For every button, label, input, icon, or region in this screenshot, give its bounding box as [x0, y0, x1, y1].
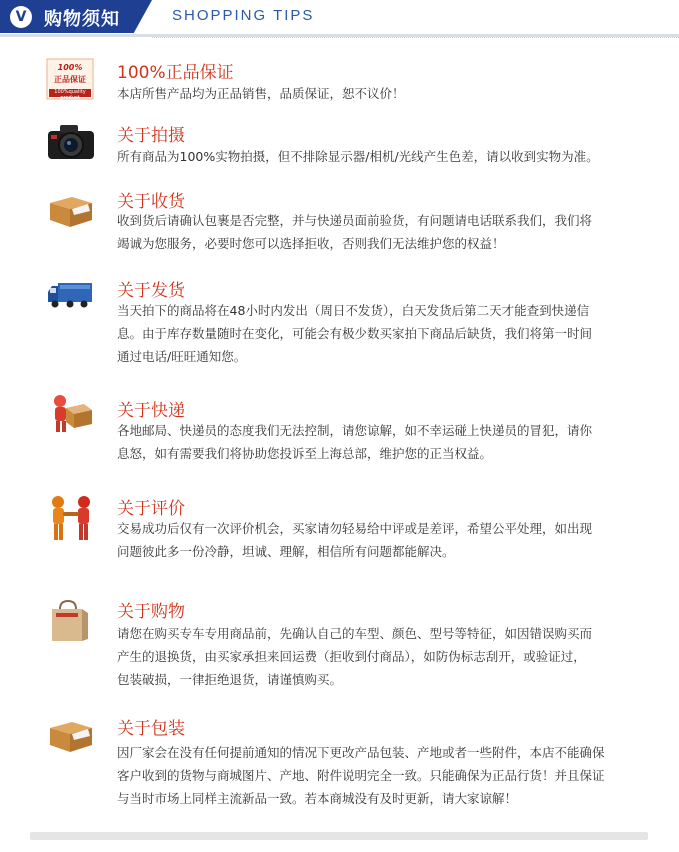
section-line: 与当时市场上同样主流新品一致。若本商城没有及时更新，请大家谅解！ [117, 791, 518, 806]
truck-icon [46, 280, 94, 310]
genuine-badge-text: 正品保证 [54, 75, 86, 84]
v-badge-icon: V [10, 6, 32, 28]
section-line: 通过电话/旺旺通知您。 [117, 349, 247, 364]
section-body [117, 82, 647, 105]
header-subtitle: SHOPPING TIPS [172, 7, 315, 24]
genuine-badge-caption: 100%quality product [54, 89, 86, 101]
section-title: 关于发货 [117, 281, 185, 301]
handshake-icon [46, 494, 96, 542]
section-title: 关于评价 [117, 499, 185, 519]
header-title: 购物须知 [44, 9, 120, 30]
section-body [117, 517, 647, 563]
section-body [117, 741, 647, 810]
section-line: 本店所售产品均为正品销售，品质保证，恕不议价！ [117, 86, 405, 101]
section-line: 各地邮局、快递员的态度我们无法控制，请您谅解，如不幸运碰上快递员的冒犯，请你 [117, 423, 593, 438]
open-box-icon [46, 193, 96, 229]
section-line: 请您在购买专车专用商品前，先确认自己的车型、颜色、型号等特征，如因错误购买而 [117, 626, 593, 641]
section-title: 100%正品保证 [117, 63, 234, 83]
section-body [117, 209, 647, 255]
section-line: 息怒，如有需要我们将协助您投诉至上海总部，维护您的正当权益。 [117, 446, 493, 461]
page-header [0, 0, 679, 40]
genuine-badge-percent: 100% [57, 63, 83, 72]
footer-bar [30, 832, 648, 840]
genuine-badge-icon [46, 58, 94, 100]
section-line: 包装破损，一律拒绝退货，请谨慎购买。 [117, 672, 343, 687]
section-line: 收到货后请确认包裹是否完整，并与快递员面前验货，有问题请电话联系我们，我们将 [117, 213, 593, 228]
section-title: 关于包装 [117, 719, 185, 739]
section-line: 产生的退换货，由买家承担来回运费（拒收到付商品），如防伪标志刮开，或验证过， [117, 649, 586, 664]
section-body [117, 299, 647, 368]
section-line: 客户收到的货物与商城图片、产地、附件说明完全一致。只能确保为正品行货！并且保证 [117, 768, 605, 783]
package-box-icon [46, 718, 96, 754]
section-title: 关于购物 [117, 602, 185, 622]
section-body [117, 145, 647, 168]
section-body [117, 419, 647, 465]
section-line: 问题彼此多一份冷静，坦诚、理解，相信所有问题都能解决。 [117, 544, 455, 559]
header-dotted-line [152, 37, 679, 40]
shopping-bag-icon [46, 599, 90, 643]
camera-icon [46, 121, 96, 163]
courier-person-icon [46, 392, 94, 434]
section-body [117, 622, 647, 691]
section-line: 竭诚为您服务，必要时您可以选择拒收，否则我们无法维护您的权益！ [117, 236, 505, 251]
section-line: 所有商品为100%实物拍摄，但不排除显示器/相机/光线产生色差，请以收到实物为准。 [117, 149, 599, 164]
section-title: 关于收货 [117, 192, 185, 212]
section-line: 交易成功后仅有一次评价机会，买家请勿轻易给中评或是差评，希望公平处理，如出现 [117, 521, 593, 536]
section-title: 关于拍摄 [117, 126, 185, 146]
section-line: 息。由于库存数量随时在变化，可能会有极少数买家拍下商品后缺货，我们将第一时间 [117, 326, 593, 341]
section-line: 当天拍下的商品将在48小时内发出（周日不发货），白天发货后第二天才能查到快递信 [117, 303, 590, 318]
section-line: 因厂家会在没有任何提前通知的情况下更改产品包装、产地或者一些附件，本店不能确保 [117, 745, 605, 760]
section-title: 关于快递 [117, 401, 185, 421]
